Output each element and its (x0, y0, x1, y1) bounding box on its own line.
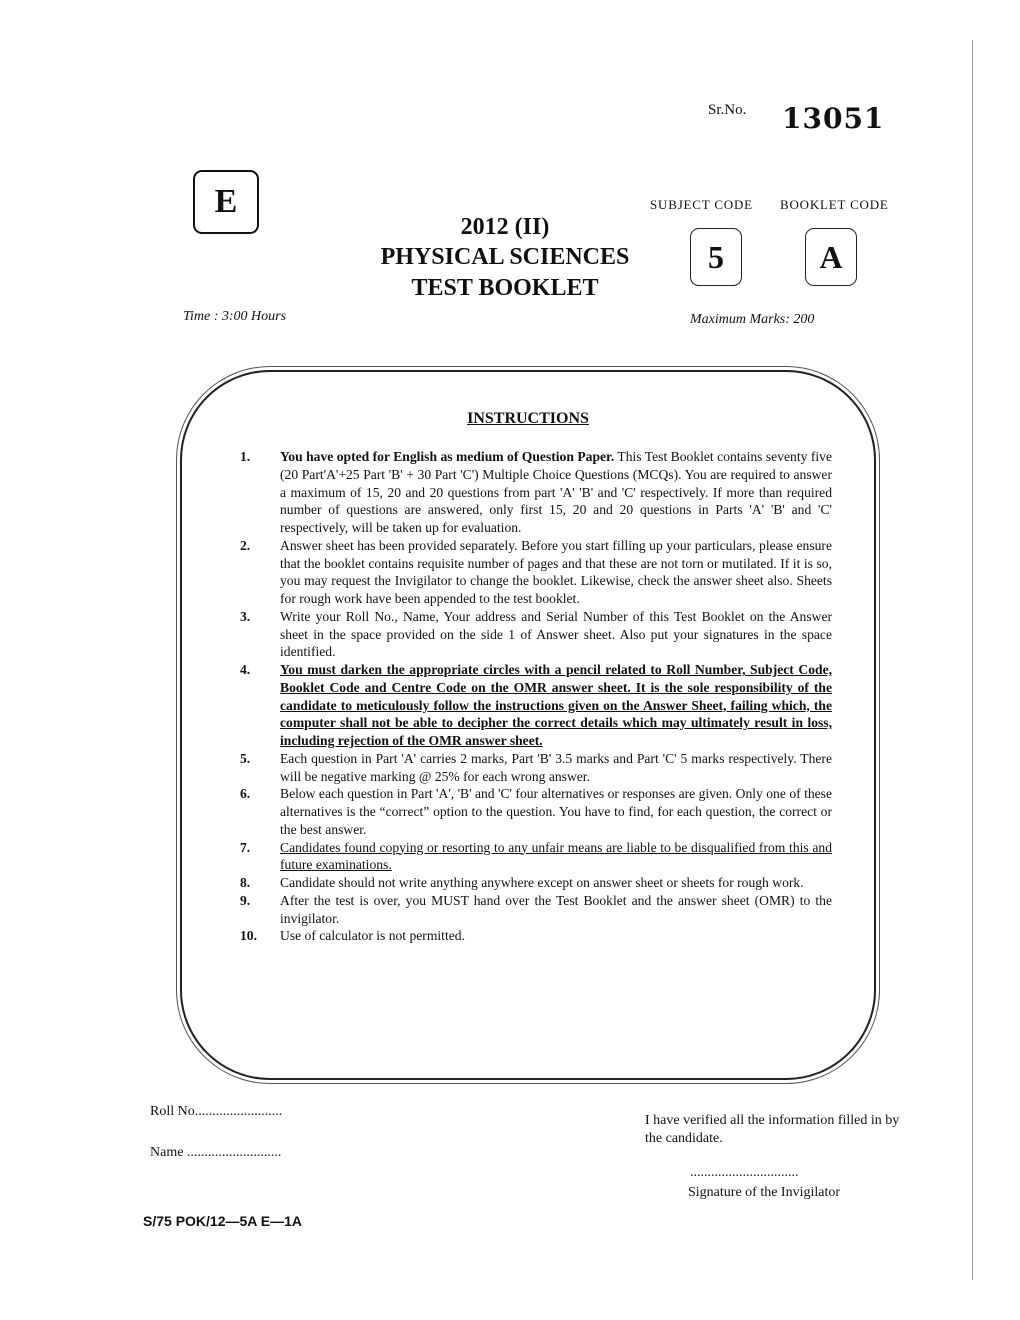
exam-year: 2012 (II) (460, 214, 550, 240)
item-number: 8. (240, 875, 251, 890)
subject-code-label: SUBJECT CODE (650, 197, 753, 212)
serial-number: 13051 (782, 102, 885, 135)
item-text: You must darken the appropriate circles with a pencil related to Roll Number, Subject Code, Booklet Code and Centre Code on the OMR answer sheet. It is the sole responsibility of the candidate to meticulously follow the instructions given on the Answer Sheet, failing which, the computer shall not be able to decipher the correct details which may ultimately result in loss, including rejection of the OMR answer sheet. (280, 662, 832, 748)
footer-code: S/75 POK/12—5A E—1A (143, 1213, 302, 1229)
verification-statement: I have verified all the information filled in by the candidate. (645, 1113, 900, 1146)
item-text (280, 448, 832, 537)
invigilator-signature-label: Signature of the Invigilator (688, 1185, 841, 1200)
booklet-title: TEST BOOKLET (411, 275, 599, 301)
instruction-item (240, 874, 832, 892)
margin-line (972, 40, 973, 1280)
instructions-list (240, 448, 832, 945)
instruction-item (240, 537, 832, 608)
serial-number-label: Sr.No. (708, 102, 747, 118)
booklet-code-box: A (805, 228, 857, 286)
time-duration: Time : 3:00 Hours (183, 309, 287, 324)
item-number: 3. (240, 608, 251, 624)
item-bold-text: You have opted for English as medium of Question Paper. (280, 449, 615, 464)
instruction-item (240, 839, 832, 875)
item-text: Candidate should not write anything anywhere except on answer sheet or sheets for rough work. (280, 875, 804, 890)
instruction-item (240, 892, 832, 928)
item-text: Write your Roll No., Name, Your address and Serial Number of this Test Booklet on the Answer sheet in the space provided on the side 1 of Answer sheet. Also put your signatures in the space identified. (280, 608, 832, 660)
item-text: Each question in Part 'A' carries 2 marks, Part 'B' 3.5 marks and Part 'C' 5 marks respectively. There will be negative marking @ 25% for each wrong answer. (280, 750, 832, 784)
name-field: Name ........................... (150, 1145, 282, 1160)
item-number: 5. (240, 750, 251, 766)
signature-line: ............................... (690, 1165, 799, 1180)
item-number: 1. (240, 449, 251, 464)
roll-number-field: Roll No......................... (150, 1104, 283, 1119)
instruction-item (240, 785, 832, 838)
subject-title: PHYSICAL SCIENCES (380, 244, 630, 270)
item-number: 9. (240, 892, 251, 908)
item-number: 6. (240, 786, 251, 802)
instruction-item (240, 927, 832, 945)
language-code-box: E (193, 170, 259, 234)
item-text: Candidates found copying or resorting to any unfair means are liable to be disqualified from this and future examinations. (280, 839, 832, 873)
maximum-marks: Maximum Marks: 200 (690, 312, 815, 327)
instruction-item (240, 448, 832, 537)
item-text-rest: This Test Booklet contains seventy five (20 Part'A'+25 Part 'B' + 30 Part 'C') Multiple Choice Questions (MCQs). You are required to answer a maximum of 15, 20 and 20 questions from part 'A' 'B' and 'C' respectively. If more than required number of questions are answered, only first 15, 20 and 20 questions in Parts 'A' 'B' and 'C' respectively, will be taken up for evaluation. (280, 449, 832, 535)
item-number: 2. (240, 537, 251, 553)
subject-code-box: 5 (690, 228, 742, 286)
item-text: Below each question in Part 'A', 'B' and 'C' four alternatives or responses are given. Only one of these alternatives is the “correct” option to the question. You have to find, for each question, the correct or the best answer. (280, 786, 832, 837)
item-text: Answer sheet has been provided separately. Before you start filling up your particulars, please ensure that the booklet contains requisite number of pages and that these are not torn or mutilated. If it is so, you may request the Invigilator to change the booklet. Likewise, check the answer sheet also. Sheets for rough work have been appended to the test booklet. (280, 537, 832, 606)
item-number: 4. (240, 662, 251, 677)
item-text: Use of calculator is not permitted. (280, 928, 465, 944)
item-number: 7. (240, 839, 251, 855)
item-number: 10. (240, 928, 257, 944)
booklet-code-label: BOOKLET CODE (780, 197, 889, 212)
instruction-item (240, 608, 832, 661)
instruction-item (240, 750, 832, 786)
instruction-item (240, 661, 832, 750)
item-text: After the test is over, you MUST hand over the Test Booklet and the answer sheet (OMR) to the invigilator. (280, 892, 832, 926)
instructions-title: INSTRUCTIONS (467, 410, 589, 427)
